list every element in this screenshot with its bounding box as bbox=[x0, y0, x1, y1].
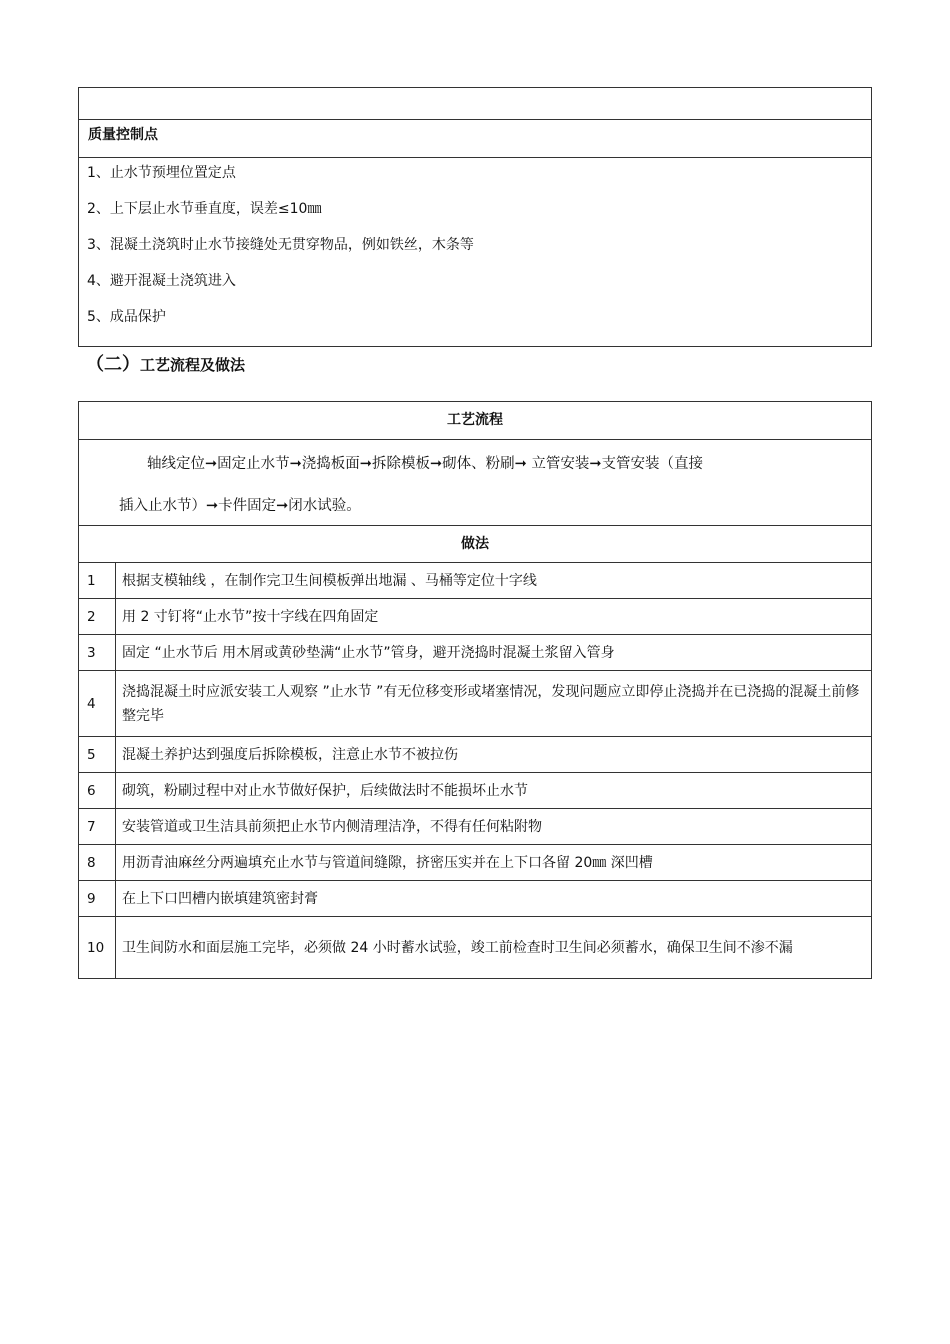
quality-item: 5、成品保护 bbox=[87, 309, 166, 325]
flow-description bbox=[79, 439, 871, 525]
table-row bbox=[79, 562, 871, 598]
step-text: 用沥青油麻丝分两遍填充止水节与管道间缝隙，挤密压实并在上下口各留 20㎜ 深凹槽 bbox=[122, 854, 653, 871]
step-text: 安装管道或卫生洁具前须把止水节内侧清理洁净，不得有任何粘附物 bbox=[122, 818, 542, 835]
section-title: 工艺流程及做法 bbox=[140, 356, 246, 374]
step-text: 根据支模轴线 ，在制作完卫生间模板弹出地漏 、马桶等定位十字线 bbox=[122, 572, 537, 589]
table-row bbox=[79, 808, 871, 844]
step-text: 用 2 寸钉将“止水节”按十字线在四角固定 bbox=[122, 608, 379, 625]
table-row bbox=[79, 772, 871, 808]
step-number: 6 bbox=[79, 773, 116, 808]
table-row bbox=[79, 736, 871, 772]
table-row bbox=[79, 844, 871, 880]
step-text: 固定 “止水节后 用木屑或黄砂垫满“止水节”管身，避开浇捣时混凝土浆留入管身 bbox=[122, 644, 615, 661]
step-number: 9 bbox=[79, 881, 116, 916]
table-row bbox=[79, 916, 871, 978]
table-row bbox=[79, 598, 871, 634]
section-heading bbox=[86, 350, 245, 376]
table-row bbox=[79, 634, 871, 670]
quality-control-table bbox=[78, 87, 872, 347]
step-number: 2 bbox=[79, 599, 116, 634]
step-number: 7 bbox=[79, 809, 116, 844]
step-number: 3 bbox=[79, 635, 116, 670]
quality-item: 2、上下层止水节垂直度，误差≤10㎜ bbox=[87, 201, 322, 217]
flow-line: 轴线定位➞固定止水节➞浇捣板面➞拆除模板➞砌体、粉刷➞ 立管安装➞支管安装（直接 bbox=[147, 456, 704, 472]
table-row bbox=[79, 670, 871, 736]
step-number: 10 bbox=[79, 917, 116, 978]
step-number: 5 bbox=[79, 737, 116, 772]
step-text: 在上下口凹槽内嵌填建筑密封膏 bbox=[122, 890, 318, 907]
flow-title: 工艺流程 bbox=[447, 412, 503, 428]
quality-item: 1、止水节预埋位置定点 bbox=[87, 165, 236, 181]
table-row bbox=[79, 880, 871, 916]
step-number: 1 bbox=[79, 563, 116, 598]
flow-line: 插入止水节）➞卡件固定➞闭水试验。 bbox=[119, 498, 361, 514]
step-text: 浇捣混凝土时应派安装工人观察 ”止水节 ”有无位移变形或堵塞情况，发现问题应立即停止浇捣并在已浇捣的混凝土前修整完毕 bbox=[122, 683, 860, 724]
step-text: 混凝土养护达到强度后拆除模板，注意止水节不被拉伤 bbox=[122, 746, 458, 763]
step-number: 8 bbox=[79, 845, 116, 880]
quality-title: 质量控制点 bbox=[79, 119, 871, 157]
process-table bbox=[78, 401, 872, 979]
empty-row bbox=[79, 88, 871, 119]
method-title: 做法 bbox=[79, 525, 871, 562]
step-text: 卫生间防水和面层施工完毕，必须做 24 小时蓄水试验，竣工前检查时卫生间必须蓄水，确保卫生间不渗不漏 bbox=[122, 939, 793, 956]
quality-item: 4、避开混凝土浇筑进入 bbox=[87, 273, 236, 289]
quality-items bbox=[79, 157, 871, 346]
step-number: 4 bbox=[79, 671, 116, 736]
quality-item: 3、混凝土浇筑时止水节接缝处无贯穿物品，例如铁丝，木条等 bbox=[87, 237, 474, 253]
section-number: （二） bbox=[86, 354, 140, 375]
step-text: 砌筑，粉刷过程中对止水节做好保护，后续做法时不能损坏止水节 bbox=[122, 782, 528, 799]
